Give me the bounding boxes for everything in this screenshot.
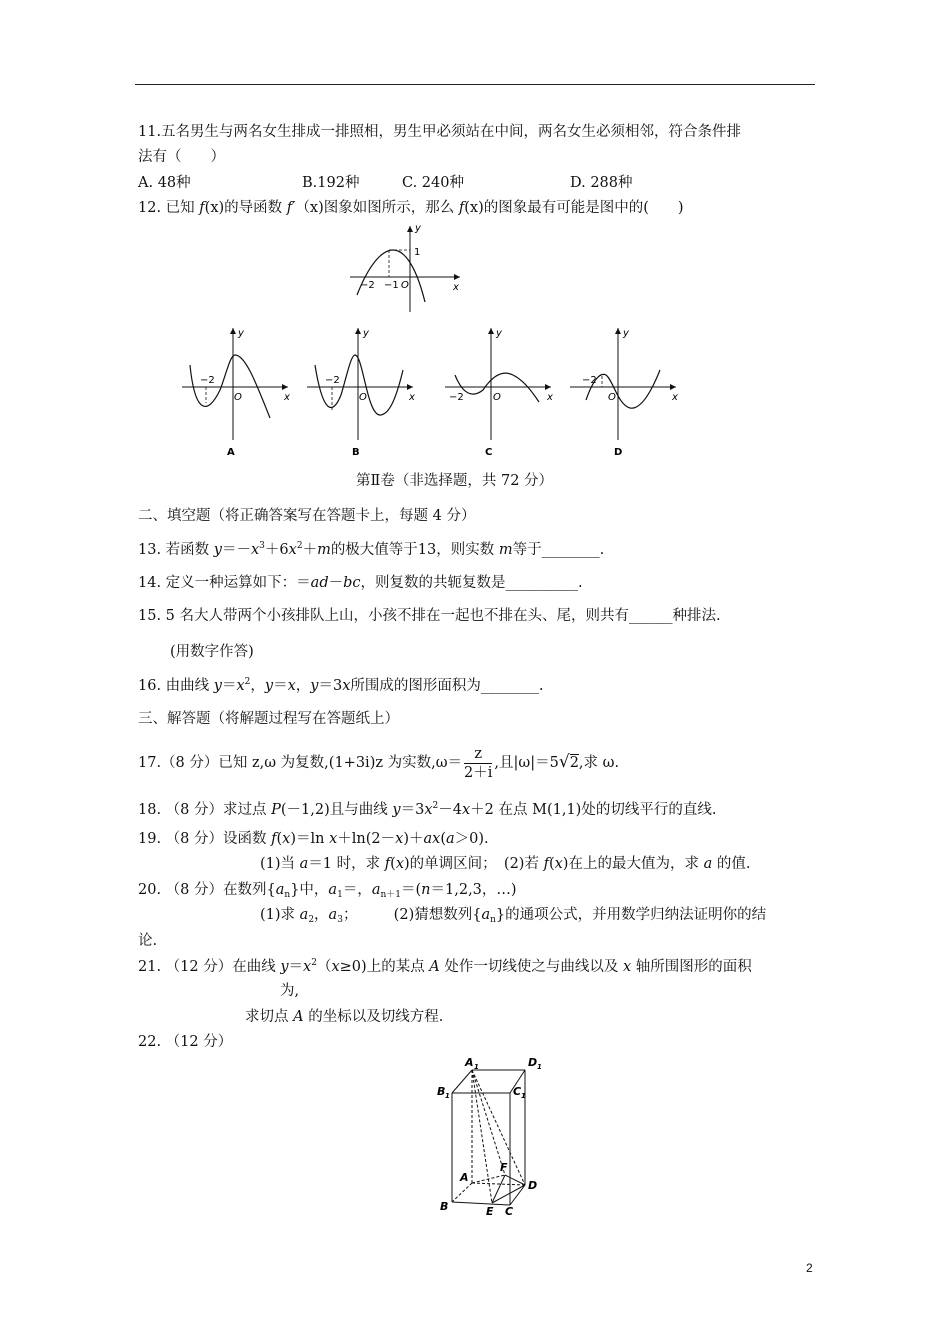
q19-subparts: (1)当 a＝1 时，求 f(x)的单调区间； (2)若 f(x)在上的最大值为，求 a 的值. [260,856,751,872]
svg-text:x: x [409,392,415,403]
graph-d-label: D [614,447,623,458]
svg-text:E: E [486,1205,494,1218]
svg-text:D: D [528,1056,538,1069]
part3-heading: 三、解答题（将解题过程写在答题纸上） [138,711,399,727]
q11-option-d: D. 288种 [570,175,633,191]
svg-text:A: A [460,1171,469,1184]
q11-stem-line1: 11.五名男生与两名女生排成一排照相，男生甲必须站在中间，两名女生必须相邻，符合条件排 [138,124,742,140]
svg-text:y: y [238,328,244,339]
svg-text:x: x [672,392,678,403]
svg-text:−2: −2 [325,375,340,386]
svg-text:D: D [528,1179,538,1192]
section2-title: 第Ⅱ卷（非选择题，共 72 分） [356,473,554,489]
q22: 22. （12 分） [138,1034,233,1050]
q12-graph-b [305,320,420,460]
q14: 14. 定义一种运算如下：＝ad－bc，则复数的共轭复数是__________. [138,575,583,591]
svg-text:y: y [623,328,629,339]
fig-top-tick-one: 1 [414,247,421,258]
svg-text:C: C [513,1085,522,1098]
q12-graph-c [443,320,558,460]
svg-text:x: x [547,392,553,403]
q21-line2: 求切点 A 的坐标以及切线方程. [245,1009,444,1025]
q21-wrap: 为, [280,983,300,999]
svg-text:y: y [496,328,502,339]
q20: 20. （8 分）在数列$\{a_n\}$中，$a_1=$，$a_{n+1}=(n=1,2,3$，…) [138,882,517,900]
q20-subparts: (1)求 $a_2$，$a_3$； (2)猜想数列$\{a_n\}$的通项公式，并用数学归纳法证明你的结 [260,907,767,925]
svg-text:O: O [493,392,501,403]
svg-text:−2: −2 [200,375,215,386]
svg-text:y: y [363,328,369,339]
q20-end: 论. [138,933,158,949]
q11-option-a: A. 48种 [138,175,191,191]
q12-graph-d [568,320,683,460]
q11-stem-line2: 法有（ ） [138,149,225,165]
svg-text:1: 1 [445,1092,450,1100]
q22-prism-figure [430,1055,555,1220]
svg-text:B: B [440,1200,449,1213]
graph-b-label: B [352,447,360,458]
fig-top-tick-neg1: −1 [384,280,399,291]
svg-text:1: 1 [474,1063,479,1071]
q17-fraction: $\frac{z}{2+i}$ [464,745,493,781]
q16: 16. 由曲线 $y=x^2$，y＝x，y＝3x所围成的图形面积为________. [138,677,544,694]
svg-text:x: x [284,392,290,403]
q12-derivative-graph [345,222,465,314]
q17: 17.（8 分）已知 z,ω 为复数,(1+3i)z 为实数,ω＝ $\frac{z}{2+i}$ ,且|ω|＝5√2,求 ω. [138,745,620,781]
svg-text:O: O [234,392,242,403]
svg-text:F: F [500,1161,508,1174]
svg-text:C: C [505,1205,514,1218]
svg-text:−2: −2 [582,375,597,386]
graph-c-label: C [485,447,493,458]
svg-text:A: A [465,1056,474,1069]
q11-option-c: C. 240种 [402,175,464,191]
svg-text:B: B [437,1085,446,1098]
q15-line1: 15. 5 名大人带两个小孩排队上山，小孩不排在一起也不排在头、尾，则共有______种排法. [138,608,721,624]
svg-text:−2: −2 [449,392,464,403]
q12-graph-a [180,320,295,460]
svg-text:1: 1 [521,1092,526,1100]
fig-top-x-label: x [453,282,459,293]
page-number: 2 [806,1261,813,1275]
q18: 18. （8 分）求过点 P(－1,2)且与曲线 $y=3x^2-4x+2$ 在点 M(1,1)处的切线平行的直线. [138,801,717,818]
part2-heading: 二、填空题（将正确答案写在答题卡上，每题 4 分） [138,508,476,524]
fig-top-y-label: y [415,223,421,234]
q15-line2: (用数字作答) [170,644,254,660]
q21: 21. （12 分）在曲线 $y=x^2(x\ge 0)$上的某点 A 处作一切线使之与曲线以及 x 轴所围图形的面积 [138,958,752,975]
svg-text:O: O [359,392,367,403]
fig-top-tick-neg2: −2 [360,280,375,291]
fig-top-origin: O [401,280,409,291]
q11-option-b: B.192种 [302,175,360,191]
q19: 19. （8 分）设函数 f(x)＝ln x＋ln(2－x)＋ax(a＞0). [138,831,489,847]
q13: 13. 若函数 $y=-x^3+6x^2+m$的极大值等于13，则实数 m等于________. [138,541,605,558]
svg-text:O: O [608,392,616,403]
header-rule [135,84,815,85]
svg-text:1: 1 [537,1063,542,1071]
q12-stem: 12. 已知 f(x)的导函数 f′（x)图象如图所示，那么 f(x)的图象最有可能是图中的( ) [138,200,684,216]
graph-a-label: A [227,447,235,458]
